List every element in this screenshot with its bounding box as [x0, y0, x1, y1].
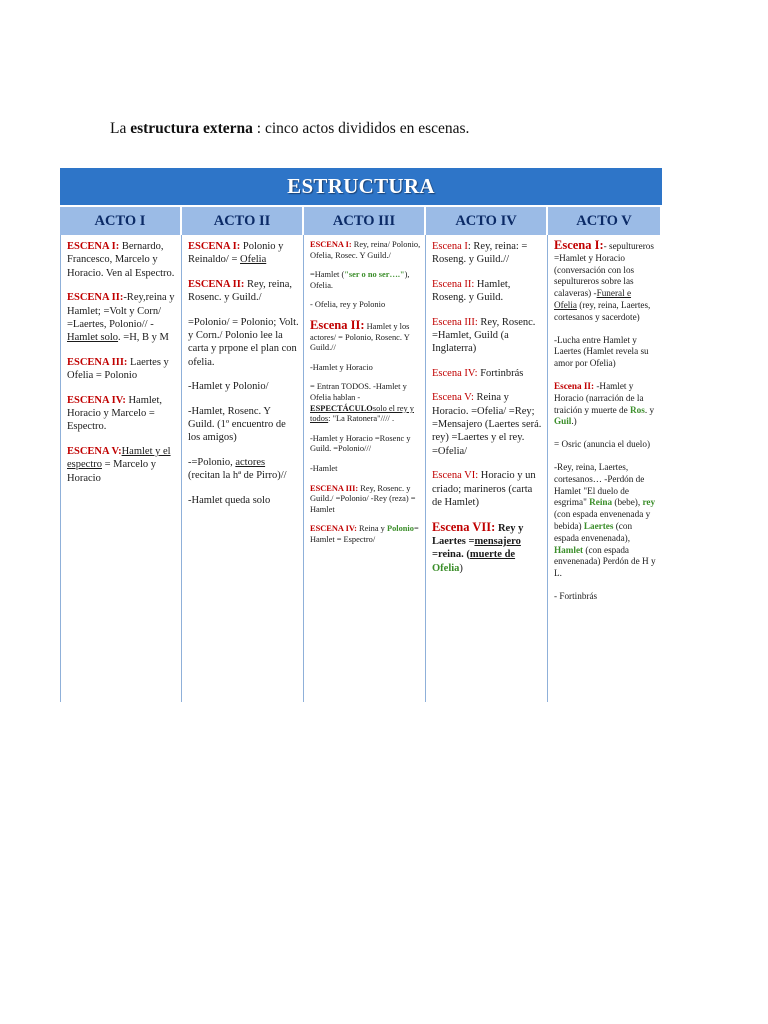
scene-text-text: = Entran TODOS. -Hamlet y Ofelia hablan -: [310, 382, 407, 402]
scene-text-tail: ): [459, 562, 463, 574]
scene-text-bold: Rey y Laertes =: [432, 522, 524, 547]
scene-text-tail: = Hamlet = Espectro/: [310, 524, 419, 544]
scene-block: [310, 300, 421, 311]
intro-bold: estructura externa: [130, 120, 253, 137]
scene-text-bu: ESPECTÁCULO: [310, 403, 373, 413]
scene-block: [67, 356, 177, 383]
scene-text-tail: (rey, reina, Laertes, cortesanos y sacerdote): [554, 299, 651, 322]
scene-block: [188, 278, 299, 305]
scene-text-text: Hamlet, Horacio y Marcelo = Espectro.: [67, 394, 162, 433]
column-acto-3: [304, 235, 426, 702]
header-acto-4: ACTO IV: [426, 207, 548, 235]
scene-text-g4: Hamlet: [554, 544, 584, 555]
scene-text-tail2: .): [571, 416, 577, 427]
scene-block: [188, 240, 299, 267]
scene-text-text: -Hamlet: [310, 463, 338, 473]
scene-text-tail3: (con espada envenenada),: [554, 520, 633, 543]
scene-block: [310, 317, 421, 354]
structure-table: [60, 168, 662, 702]
scene-text-g: "ser o no ser….": [344, 270, 405, 280]
scene-text-labelN: Escena II:: [432, 278, 475, 290]
scene-text-text: Bernardo, Francesco, Marcelo y Horacio. Ven al Espectro.: [67, 241, 175, 279]
scene-text-text: Rey, reina/ Polonio, Ofelia, Rosec. Y Guild./: [310, 240, 421, 260]
scene-text-label: ESCENA I:: [310, 240, 352, 249]
scene-text-tail2: (con espada envenenada y bebida): [554, 509, 651, 531]
scene-block: [554, 240, 656, 324]
scene-text-u: Ofelia: [240, 254, 267, 266]
scene-text-label: ESCENA I:: [188, 241, 241, 252]
scene-text-text: : Rey, reina: = Roseng. y Guild.//: [432, 241, 528, 266]
scene-block: [67, 394, 177, 434]
scene-text-label: ESCENA III:: [67, 356, 128, 368]
header-acto-3: ACTO III: [304, 207, 426, 235]
column-acto-4: [426, 235, 548, 702]
scene-text-text: - Ofelia, rey y Polonio: [310, 300, 386, 310]
header-row: [60, 207, 662, 235]
scene-text-labelBig: Escena II:: [310, 317, 365, 332]
scene-text-u: Hamlet solo: [67, 332, 119, 344]
scene-block: [432, 469, 543, 509]
scene-block: [310, 464, 421, 475]
scene-block: [432, 240, 543, 267]
scene-text-u: Funeral e Ofelia: [554, 288, 632, 310]
scene-text-tail2: .: [391, 414, 395, 424]
scene-text-g2: Guil: [554, 416, 572, 427]
column-acto-2: [182, 235, 304, 702]
scene-text-labelN: Escena III:: [432, 316, 478, 328]
scene-text-u: actores: [235, 456, 266, 468]
scene-text-labelBig: Escena I:: [554, 238, 604, 252]
scene-block: [432, 391, 543, 458]
scene-text-text: Rey, reina, Rosenc. y Guild./: [188, 278, 293, 304]
scene-block: [554, 335, 656, 370]
scene-block: [432, 316, 543, 356]
scene-text-label: ESCENA IV:: [67, 394, 126, 406]
scene-text-text: -Hamlet, Rosenc. Y Guild. (1º encuentro de los amigos): [188, 405, 286, 444]
scene-block: [188, 405, 299, 445]
scene-block: [188, 456, 299, 483]
scene-text-text: Reina y Horacio. =Ofelia/ =Rey; =Mensajero (Laertes será. rey) =Laertes y el rey. =Ofelia/: [432, 392, 542, 457]
scene-block: [554, 381, 656, 428]
scene-text-label: ESCENA II:: [188, 278, 245, 290]
column-acto-5: [548, 235, 660, 702]
scene-text-text: Reina y: [356, 524, 387, 534]
scene-block: [432, 367, 543, 380]
header-acto-1: ACTO I: [60, 207, 182, 235]
scene-text-text: - Fortinbrás: [554, 590, 598, 601]
header-acto-5: ACTO V: [548, 207, 660, 235]
scene-text-text: -Hamlet queda solo: [188, 494, 271, 506]
scene-text-u: Hamlet y el espectro: [67, 445, 171, 471]
scene-text-labelBig: Escena VII:: [432, 519, 496, 534]
scene-block: [310, 240, 421, 261]
scene-text-tail: ), Ofelia.: [310, 270, 410, 290]
scene-text-text: Hamlet, Roseng. y Guild.: [432, 278, 511, 304]
scene-text-labelN: Escena IV:: [432, 367, 478, 379]
scene-text-g: Ofelia: [432, 562, 460, 574]
scene-text-g: Ros: [630, 404, 645, 415]
scene-text-text: -Hamlet y Horacio =Rosenc y Guild. =Polonio///: [310, 433, 411, 454]
column-acto-1: [60, 235, 182, 702]
scene-block: [432, 521, 543, 576]
scene-text-g2: rey: [642, 497, 656, 508]
header-acto-2: ACTO II: [182, 207, 304, 235]
scene-block: [67, 240, 177, 280]
scene-text-text: -Hamlet y Polonio/: [188, 381, 269, 393]
scene-text-label: ESCENA III:: [310, 483, 359, 493]
scene-text-u: solo el rey y todos: [310, 403, 414, 424]
scene-text-text: -=Polonio,: [188, 456, 236, 468]
scene-text-text: Polonio y Reinaldo/ =: [188, 241, 284, 266]
scene-block: [67, 445, 177, 485]
scene-text-label: ESCENA V:: [67, 445, 122, 457]
table-title: ESTRUCTURA: [60, 168, 662, 207]
scene-text-tail: . =H, B y M: [118, 332, 169, 344]
scene-text-text: =Hamlet (: [310, 270, 345, 280]
intro-prefix: La: [110, 120, 131, 137]
scene-block: [310, 524, 421, 545]
scene-text-text: -Rey,reina y Hamlet; =Volt y Corn/ =Laertes, Polonio// -: [67, 292, 175, 331]
scene-text-label: Escena II:: [554, 380, 595, 391]
scene-text-text: Horacio y un criado; marineros (carta de Hamlet): [432, 470, 536, 509]
scene-text-text: Laertes y Ofelia = Polonio: [67, 356, 169, 382]
scene-text-g3: Laertes: [583, 520, 614, 531]
columns: [60, 235, 662, 702]
scene-text-g: Polonio: [386, 524, 414, 534]
scene-text-text: Rey, Rosenc. y Guild./ =Polonio/ -Rey (reza) = Hamlet: [310, 483, 416, 514]
scene-text-labelN: Escena V:: [432, 392, 474, 404]
scene-text-bu2: muerte de: [469, 549, 516, 561]
scene-block: [554, 591, 656, 603]
scene-text-tail: : "La Ratonera"////: [328, 414, 392, 424]
scene-text-tail: . y: [644, 404, 655, 415]
intro-rest: : cinco actos divididos en escenas.: [252, 120, 470, 137]
scene-text-tail: (recitan la hª de Pirro)//: [188, 470, 287, 482]
scene-text-label: ESCENA I:: [67, 241, 120, 252]
scene-block: [554, 462, 656, 580]
scene-block: [310, 270, 421, 291]
scene-block: [310, 382, 421, 424]
scene-text-label: ESCENA IV:: [310, 524, 357, 534]
scene-text-tail: (bebe),: [612, 497, 643, 508]
scene-block: [188, 380, 299, 393]
scene-text-labelN: Escena I: [432, 241, 468, 252]
scene-text-text: - sepultureros =Hamlet y Horacio (conversación con los sepultureros sobre las calaveras) -: [554, 241, 654, 299]
scene-text-text: -Hamlet y Horacio: [310, 362, 373, 372]
scene-block: [432, 278, 543, 305]
scene-text-text: -Hamlet y Horacio (narración de la traición y muerte de: [554, 380, 644, 415]
scene-text-text: = Osric (anuncia el duelo): [554, 439, 650, 450]
scene-text-text: =Polonio/ = Polonio; Volt. y Corn./ Polonio lee la carta y prpone el plan con ofelia.: [188, 316, 299, 368]
scene-text-labelN: Escena VI:: [432, 470, 479, 482]
scene-text-text: Hamlet y los actores/ = Polonio, Rosenc. Y Guild.//: [310, 321, 410, 353]
scene-block: [554, 439, 656, 451]
intro-sentence: [110, 120, 469, 138]
scene-text-text: Rey, Rosenc. =Hamlet, Guild (a Inglaterra): [432, 316, 536, 355]
scene-text-text: -Rey, reina, Laertes, cortesanos… -Perdón de Hamlet "El duelo de esgrima": [554, 461, 645, 508]
scene-text-text: Fortinbrás: [477, 367, 524, 379]
scene-text-bu: mensajero: [474, 535, 521, 547]
scene-text-tail: = Marcelo y Horacio: [67, 459, 157, 484]
scene-text-label: ESCENA II:: [67, 292, 124, 304]
scene-block: [188, 494, 299, 507]
scene-block: [188, 316, 299, 370]
scene-block: [310, 434, 421, 455]
scene-block: [310, 484, 421, 516]
scene-text-tail4: (con espada envenenada) Perdón de H y L.: [554, 544, 656, 579]
scene-block: [310, 363, 421, 374]
scene-text-bold2: =reina. (: [432, 549, 470, 561]
scene-text-g: Reina: [589, 497, 613, 508]
scene-text-text: -Lucha entre Hamlet y Laertes (Hamlet revela su amor por Ofelia): [554, 334, 649, 369]
scene-block: [67, 291, 177, 345]
